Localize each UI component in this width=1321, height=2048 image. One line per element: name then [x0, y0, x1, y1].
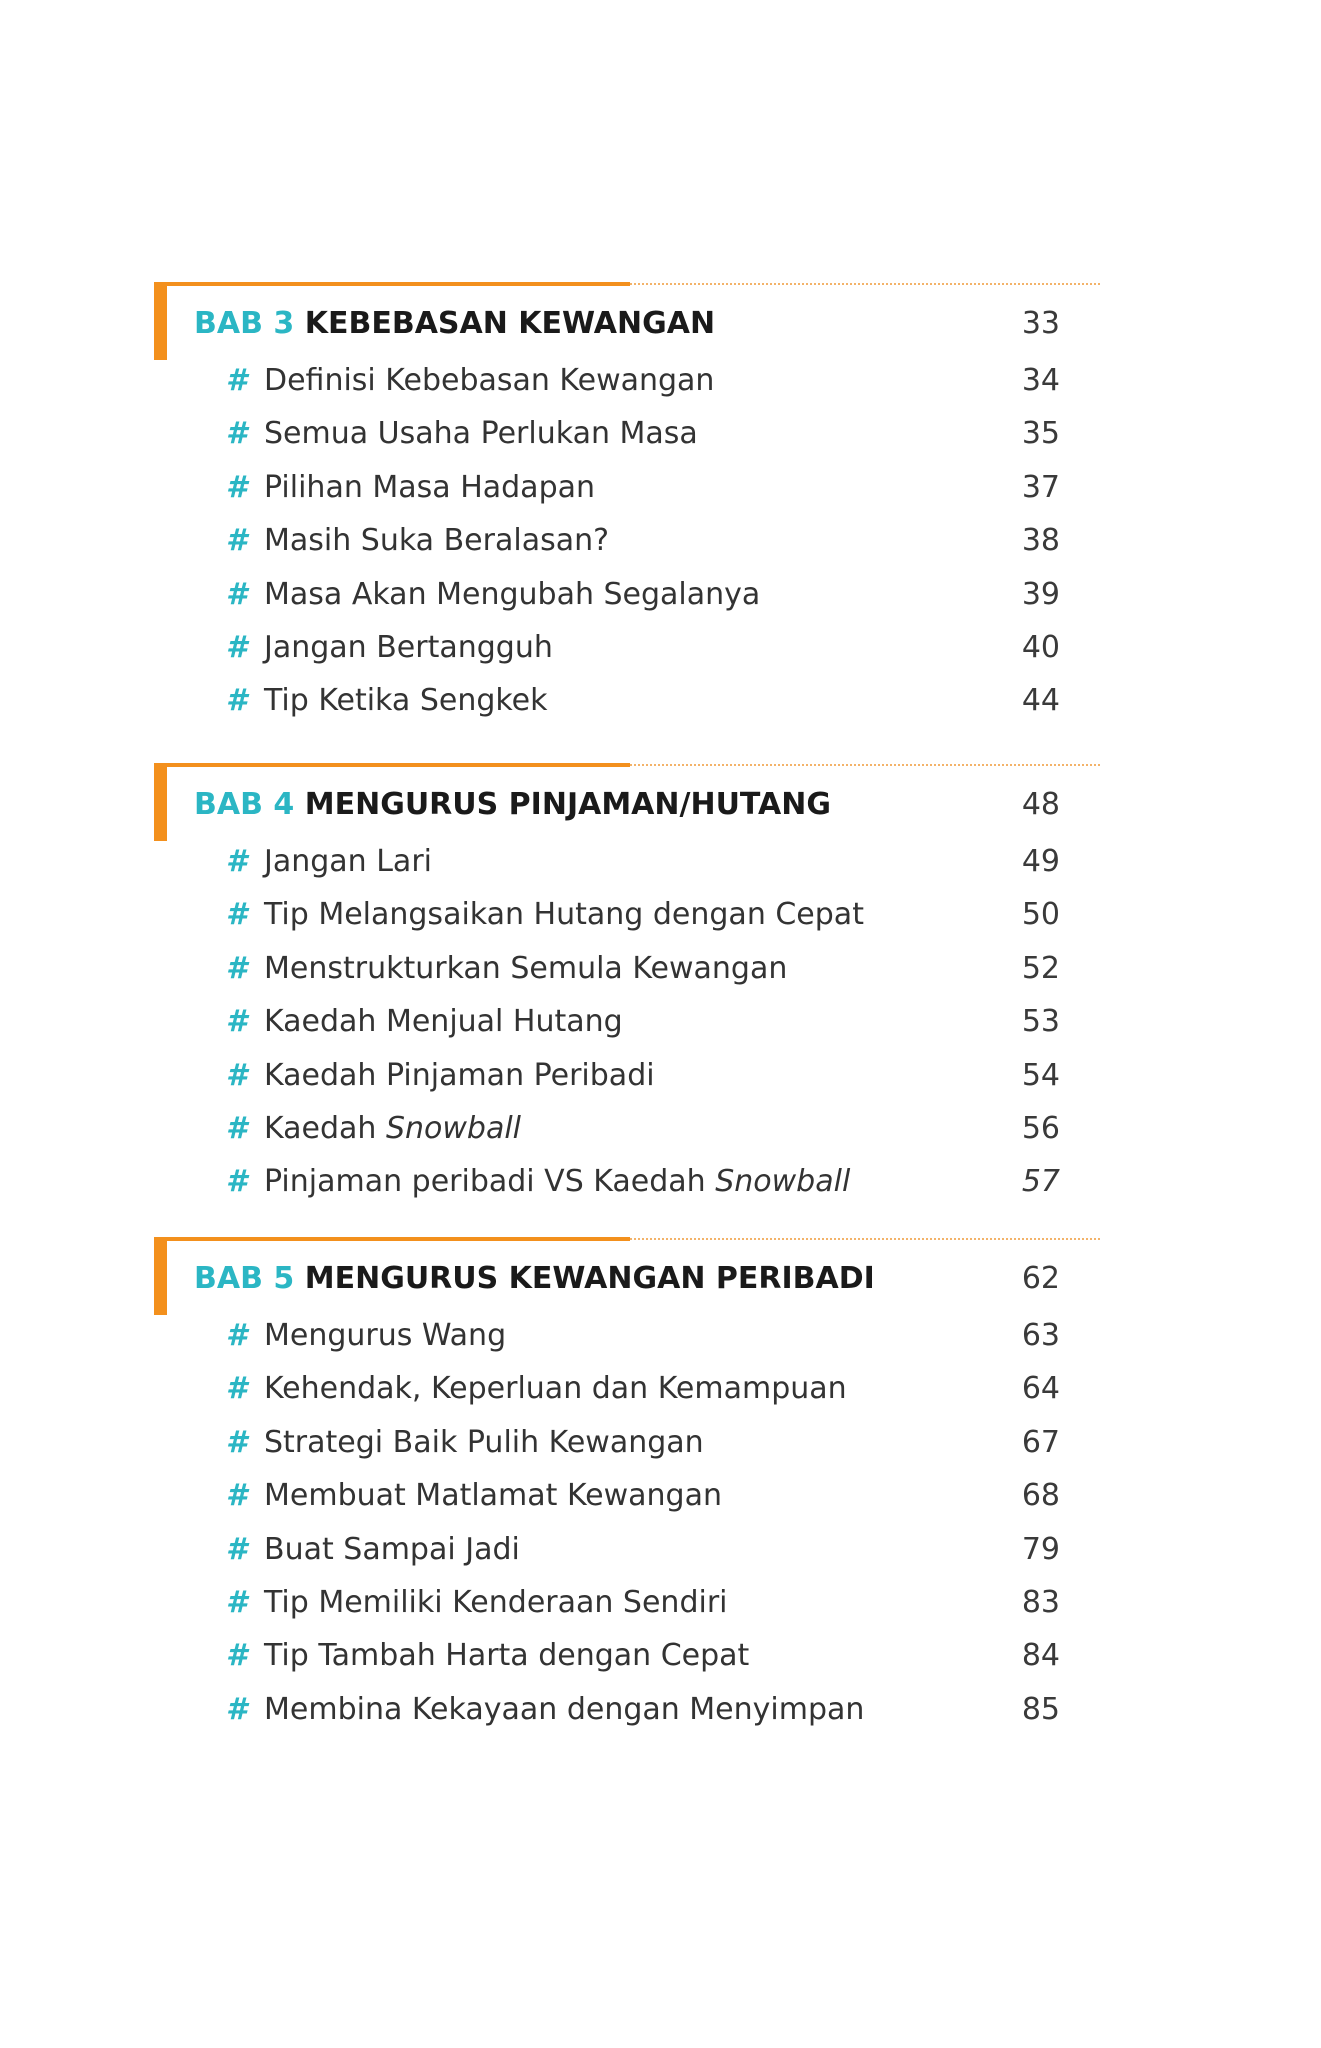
entry-page-number: 44 [1021, 683, 1060, 719]
hash-icon: # [226, 1057, 247, 1093]
entry-title-italic: Snowball [385, 1110, 522, 1146]
entry-title: Membuat Matlamat Kewangan [264, 1478, 722, 1514]
chapter-page-number: 62 [1021, 1261, 1060, 1296]
list-item[interactable] [154, 514, 1100, 567]
entry-list [154, 835, 1100, 1209]
list-item[interactable] [154, 1629, 1100, 1682]
entry-title: Masa Akan Mengubah Segalanya [264, 576, 761, 612]
chapter-rule-solid [154, 1237, 630, 1241]
hash-icon: # [226, 363, 247, 398]
entry-list [154, 1309, 1100, 1736]
chapter-title: KEBEBASAN KEWANGAN [304, 306, 716, 341]
hash-icon: # [226, 1638, 247, 1674]
chapter-rule-vertical [154, 1237, 167, 1315]
entry-title: Masih Suka Beralasan? [264, 523, 610, 559]
chapter-page-number: 48 [1021, 787, 1060, 822]
chapter-title: MENGURUS PINJAMAN/HUTANG [304, 787, 832, 822]
entry-title: Definisi Kebebasan Kewangan [264, 363, 715, 398]
list-item[interactable] [154, 835, 1100, 888]
entry-page-number: 35 [1021, 416, 1060, 452]
entry-page-number: 50 [1021, 897, 1060, 933]
list-item[interactable] [154, 1523, 1100, 1576]
list-item[interactable] [154, 354, 1100, 407]
entry-page-number: 53 [1021, 1004, 1060, 1040]
list-item[interactable] [154, 568, 1100, 621]
entry-page-number: 84 [1021, 1638, 1060, 1674]
hash-icon: # [226, 1110, 247, 1146]
entry-page-number: 37 [1021, 469, 1060, 505]
entry-title: Pilihan Masa Hadapan [264, 469, 596, 505]
list-item[interactable] [154, 621, 1100, 674]
entry-page-number: 67 [1021, 1424, 1060, 1460]
chapter-label: BAB 4 [194, 787, 295, 822]
chapter-heading[interactable] [194, 302, 715, 346]
hash-icon: # [226, 629, 247, 665]
entry-title: Kaedah Pinjaman Peribadi [264, 1057, 655, 1093]
entry-page-number: 68 [1021, 1478, 1060, 1514]
entry-title: Membina Kekayaan dengan Menyimpan [264, 1691, 865, 1727]
list-item[interactable] [154, 1683, 1100, 1736]
hash-icon: # [226, 1164, 247, 1200]
hash-icon: # [226, 1478, 247, 1514]
hash-icon: # [226, 897, 247, 933]
entry-title: Jangan Bertangguh [264, 629, 553, 665]
entry-title [264, 1155, 850, 1208]
entry-page-number: 38 [1021, 523, 1060, 559]
entry-title: Tip Ketika Sengkek [264, 683, 548, 719]
chapter-rule-dotted [630, 1238, 1100, 1240]
entry-page-number: 79 [1021, 1531, 1060, 1567]
entry-title-italic: Snowball [715, 1164, 851, 1200]
hash-icon: # [226, 1584, 247, 1620]
hash-icon: # [226, 683, 247, 719]
list-item[interactable] [154, 1576, 1100, 1629]
chapter-rule-solid [154, 282, 630, 286]
list-item[interactable] [154, 1155, 1100, 1208]
hash-icon: # [226, 950, 247, 986]
entry-title: Semua Usaha Perlukan Masa [264, 416, 698, 452]
chapter-label: BAB 3 [194, 306, 295, 341]
hash-icon: # [226, 523, 247, 559]
entry-title [264, 1102, 521, 1155]
entry-page-number: 39 [1021, 576, 1060, 612]
chapter-rule-vertical [154, 763, 167, 841]
list-item[interactable] [154, 888, 1100, 941]
list-item[interactable] [154, 995, 1100, 1048]
hash-icon: # [226, 1004, 247, 1040]
entry-title: Menstrukturkan Semula Kewangan [264, 950, 788, 986]
entry-title-text: Kaedah [264, 1110, 386, 1146]
entry-page-number: 63 [1021, 1318, 1060, 1353]
hash-icon: # [226, 469, 247, 505]
entry-page-number: 64 [1021, 1371, 1060, 1407]
hash-icon: # [226, 1318, 247, 1353]
list-item[interactable] [154, 407, 1100, 460]
entry-page-number: 57 [1021, 1164, 1060, 1200]
entry-title: Kehendak, Keperluan dan Kemampuan [264, 1371, 847, 1407]
chapter-rule-dotted [630, 283, 1100, 285]
hash-icon: # [226, 1424, 247, 1460]
entry-page-number: 85 [1021, 1691, 1060, 1727]
chapter-label: BAB 5 [194, 1261, 295, 1296]
entry-list [154, 354, 1100, 728]
hash-icon: # [226, 1531, 247, 1567]
chapter-rule-dotted [630, 764, 1100, 766]
list-item[interactable] [154, 1469, 1100, 1522]
list-item[interactable] [154, 461, 1100, 514]
hash-icon: # [226, 844, 247, 879]
entry-title: Jangan Lari [264, 844, 432, 879]
entry-title: Buat Sampai Jadi [264, 1531, 520, 1567]
list-item[interactable] [154, 1309, 1100, 1362]
entry-page-number: 56 [1021, 1110, 1060, 1146]
hash-icon: # [226, 1371, 247, 1407]
chapter-rule-vertical [154, 282, 167, 360]
chapter-heading[interactable] [194, 783, 831, 827]
entry-title: Tip Tambah Harta dengan Cepat [264, 1638, 750, 1674]
entry-title: Tip Melangsaikan Hutang dengan Cepat [264, 897, 864, 933]
hash-icon: # [226, 576, 247, 612]
entry-page-number: 40 [1021, 629, 1060, 665]
entry-page-number: 83 [1021, 1584, 1060, 1620]
entry-page-number: 52 [1021, 950, 1060, 986]
list-item[interactable] [154, 1362, 1100, 1415]
entry-title: Strategi Baik Pulih Kewangan [264, 1424, 704, 1460]
list-item[interactable] [154, 1049, 1100, 1102]
entry-page-number: 34 [1021, 363, 1060, 398]
hash-icon: # [226, 1691, 247, 1727]
chapter-page-number: 33 [1021, 306, 1060, 341]
entry-page-number: 54 [1021, 1057, 1060, 1093]
list-item[interactable] [154, 1102, 1100, 1155]
chapter-rule-solid [154, 763, 630, 767]
list-item[interactable] [154, 942, 1100, 995]
entry-page-number: 49 [1021, 844, 1060, 879]
entry-title: Kaedah Menjual Hutang [264, 1004, 623, 1040]
chapter-heading[interactable] [194, 1257, 875, 1301]
entry-title: Mengurus Wang [264, 1318, 507, 1353]
list-item[interactable] [154, 1416, 1100, 1469]
entry-title-text: Pinjaman peribadi VS Kaedah [264, 1164, 716, 1200]
hash-icon: # [226, 416, 247, 452]
entry-title: Tip Memiliki Kenderaan Sendiri [264, 1584, 728, 1620]
chapter-title: MENGURUS KEWANGAN PERIBADI [304, 1261, 875, 1296]
list-item[interactable] [154, 674, 1100, 727]
